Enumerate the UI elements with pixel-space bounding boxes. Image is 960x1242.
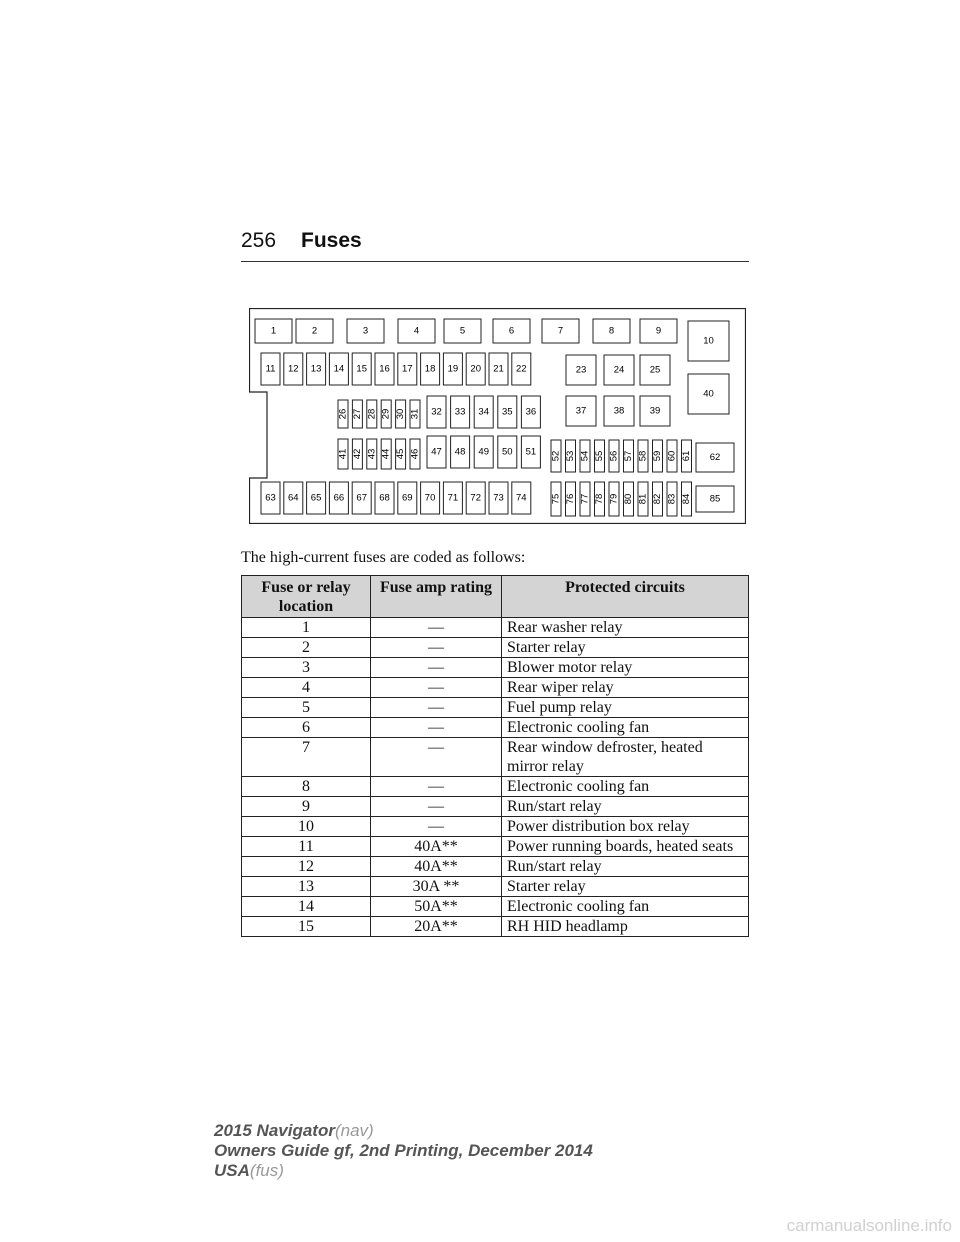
cell-protected-circuits: Run/start relay xyxy=(502,797,749,817)
fuse-slot xyxy=(284,353,303,385)
fuse-slot xyxy=(640,355,670,385)
fuse-label: 80 xyxy=(623,493,634,505)
fuse-label: 76 xyxy=(565,493,576,505)
fuse-label: 28 xyxy=(366,408,378,420)
fuse-slot xyxy=(493,319,530,343)
fuse-slot xyxy=(352,353,371,385)
table-row xyxy=(242,638,749,658)
cell-location: 10 xyxy=(242,817,371,837)
fuse-label: 21 xyxy=(493,363,504,375)
fuse-slot xyxy=(604,396,634,426)
table-header-row xyxy=(242,576,749,618)
cell-location: 12 xyxy=(242,857,371,877)
fuse-slot xyxy=(427,436,446,468)
document-footer xyxy=(214,1121,593,1181)
cell-protected-circuits: Blower motor relay xyxy=(502,658,749,678)
fuse-slot xyxy=(466,482,485,514)
cell-protected-circuits: RH HID headlamp xyxy=(502,917,749,937)
fuse-label: 84 xyxy=(681,493,692,505)
fuse-slot xyxy=(638,440,649,472)
cell-amp-rating: — xyxy=(371,817,502,837)
fuse-label: 60 xyxy=(666,450,678,462)
cell-protected-circuits: Starter relay xyxy=(502,638,749,658)
cell-amp-rating: — xyxy=(371,718,502,738)
fuse-label: 7 xyxy=(557,325,564,337)
fuse-label: 79 xyxy=(608,493,620,505)
column-header-protected-circuits: Protected circuits xyxy=(502,576,749,618)
fuse-table xyxy=(241,575,749,937)
fuse-label: 67 xyxy=(356,492,367,504)
watermark: carmanualsonline.info xyxy=(786,1216,952,1235)
table-row xyxy=(242,877,749,897)
table-row xyxy=(242,698,749,718)
fuse-slot xyxy=(398,319,435,343)
fuse-label: 69 xyxy=(402,492,413,504)
section-title: Fuses xyxy=(301,229,362,252)
fuse-label: 11 xyxy=(265,363,276,375)
fuse-label: 38 xyxy=(613,405,625,417)
fuse-label: 53 xyxy=(565,450,576,462)
fuse-slot xyxy=(395,439,406,469)
fuse-slot xyxy=(375,353,394,385)
fuse-slot xyxy=(381,400,392,428)
fuse-slot xyxy=(566,355,596,385)
fuse-slot xyxy=(307,482,326,514)
cell-amp-rating: — xyxy=(371,698,502,718)
fuse-slot xyxy=(451,436,470,468)
fuse-label: 50 xyxy=(502,446,513,458)
fuse-label: 10 xyxy=(703,335,714,347)
fuse-label: 12 xyxy=(288,363,299,375)
fuse-slot xyxy=(421,353,440,385)
fuse-label: 27 xyxy=(351,408,363,420)
table-row xyxy=(242,837,749,857)
fuse-label: 17 xyxy=(402,363,413,375)
cell-location: 4 xyxy=(242,678,371,698)
fuse-slot xyxy=(284,482,303,514)
cell-amp-rating: — xyxy=(371,638,502,658)
fuse-slot xyxy=(551,440,562,472)
cell-location: 11 xyxy=(242,837,371,857)
fuse-slot xyxy=(474,396,493,428)
cell-protected-circuits: Rear window defroster, heated mirror relay xyxy=(502,738,749,777)
fuse-label: 44 xyxy=(380,448,392,460)
footer-edition: Owners Guide gf, 2nd Printing, December 2014 xyxy=(214,1141,593,1160)
fuse-label: 73 xyxy=(493,492,504,504)
cell-location: 7 xyxy=(242,738,371,777)
fuse-box-diagram xyxy=(249,308,746,524)
fuse-slot xyxy=(593,319,630,343)
fuse-label: 31 xyxy=(409,408,421,420)
cell-protected-circuits: Starter relay xyxy=(502,877,749,897)
table-row xyxy=(242,917,749,937)
fuse-label: 39 xyxy=(649,405,661,417)
fuse-slot xyxy=(696,486,734,512)
cell-amp-rating: — xyxy=(371,618,502,638)
fuse-label: 54 xyxy=(579,450,591,462)
cell-location: 9 xyxy=(242,797,371,817)
fuse-label: 62 xyxy=(709,452,721,463)
fuse-slot xyxy=(338,439,349,469)
fuse-label: 9 xyxy=(655,325,662,337)
fuse-slot xyxy=(551,482,562,516)
table-row xyxy=(242,897,749,917)
fuse-label: 20 xyxy=(470,363,481,375)
fuse-slot xyxy=(451,396,470,428)
cell-location: 8 xyxy=(242,777,371,797)
page-header xyxy=(241,229,749,262)
cell-protected-circuits: Power running boards, heated seats xyxy=(502,837,749,857)
fuse-slot xyxy=(444,319,481,343)
fuse-label: 64 xyxy=(288,492,299,504)
cell-location: 5 xyxy=(242,698,371,718)
fuse-label: 3 xyxy=(362,325,369,337)
fuse-label: 75 xyxy=(550,493,562,505)
fuse-label: 71 xyxy=(447,492,459,504)
page-number: 256 xyxy=(241,229,277,252)
cell-amp-rating: 30A ** xyxy=(371,877,502,897)
fuse-slot xyxy=(261,353,280,385)
cell-amp-rating: 40A** xyxy=(371,857,502,877)
cell-amp-rating: — xyxy=(371,797,502,817)
fuse-slot xyxy=(640,319,677,343)
fuse-slot xyxy=(498,396,517,428)
table-row xyxy=(242,797,749,817)
fuse-slot xyxy=(474,436,493,468)
fuse-label: 1 xyxy=(270,325,277,337)
cell-protected-circuits: Run/start relay xyxy=(502,857,749,877)
footer-model-code: (nav) xyxy=(334,1121,374,1140)
table-row xyxy=(242,738,749,777)
fuse-slot xyxy=(329,353,348,385)
table-row xyxy=(242,618,749,638)
cell-amp-rating: — xyxy=(371,658,502,678)
cell-protected-circuits: Electronic cooling fan xyxy=(502,777,749,797)
cell-location: 14 xyxy=(242,897,371,917)
cell-location: 1 xyxy=(242,618,371,638)
fuse-slot xyxy=(594,440,605,472)
fuse-label: 16 xyxy=(379,363,390,375)
fuse-label: 83 xyxy=(666,493,678,505)
fuse-slot xyxy=(566,396,596,426)
fuse-slot xyxy=(604,355,634,385)
cell-amp-rating: 50A** xyxy=(371,897,502,917)
fuse-slot xyxy=(623,482,634,516)
fuse-label: 77 xyxy=(579,493,591,505)
fuse-slot xyxy=(443,353,462,385)
fuse-label: 41 xyxy=(337,448,349,460)
fuse-slot xyxy=(512,353,531,385)
fuse-label: 25 xyxy=(649,364,661,376)
fuse-slot xyxy=(381,439,392,469)
fuse-slot xyxy=(580,482,591,516)
cell-location: 13 xyxy=(242,877,371,897)
fuse-slot xyxy=(667,482,678,516)
fuse-label: 46 xyxy=(409,448,421,460)
fuse-label: 26 xyxy=(337,408,349,420)
cell-protected-circuits: Electronic cooling fan xyxy=(502,718,749,738)
cell-location: 15 xyxy=(242,917,371,937)
fuse-label: 66 xyxy=(333,492,345,504)
fuse-label: 5 xyxy=(459,325,466,337)
fuse-label: 23 xyxy=(575,364,587,376)
fuse-label: 37 xyxy=(575,405,587,417)
table-row xyxy=(242,718,749,738)
fuse-label: 33 xyxy=(454,406,466,418)
fuse-slot xyxy=(347,319,384,343)
fuse-slot xyxy=(609,440,620,472)
fuse-slot xyxy=(352,439,363,469)
fuse-label: 18 xyxy=(424,363,436,375)
table-row xyxy=(242,777,749,797)
fuse-slot xyxy=(352,482,371,514)
fuse-slot xyxy=(307,353,326,385)
fuse-slot xyxy=(366,400,377,428)
fuse-slot xyxy=(638,482,649,516)
footer-model: 2015 Navigator xyxy=(214,1121,335,1140)
fuse-label: 56 xyxy=(608,450,620,462)
cell-protected-circuits: Rear wiper relay xyxy=(502,678,749,698)
fuse-label: 6 xyxy=(508,325,515,337)
fuse-slot xyxy=(667,440,678,472)
fuse-label: 72 xyxy=(470,492,481,504)
fuse-label: 61 xyxy=(681,450,692,462)
fuse-slot xyxy=(565,440,576,472)
fuse-slot xyxy=(443,482,462,514)
fuse-label: 32 xyxy=(431,406,442,418)
fuse-label: 57 xyxy=(623,450,634,462)
fuse-slot xyxy=(329,482,348,514)
fuse-slot xyxy=(366,439,377,469)
fuse-slot xyxy=(375,482,394,514)
cell-protected-circuits: Fuel pump relay xyxy=(502,698,749,718)
fuse-label: 45 xyxy=(395,448,407,460)
fuse-label: 24 xyxy=(613,364,625,376)
fuse-slot xyxy=(580,440,591,472)
fuse-slot xyxy=(466,353,485,385)
column-header-location: Fuse or relay location xyxy=(242,576,371,618)
cell-amp-rating: — xyxy=(371,777,502,797)
fuse-label: 82 xyxy=(652,493,663,505)
fuse-slot xyxy=(688,321,729,361)
fuse-label: 4 xyxy=(413,325,420,337)
fuse-label: 30 xyxy=(395,408,407,420)
fuse-slot xyxy=(652,482,663,516)
fuse-label: 52 xyxy=(550,450,562,462)
fuse-label: 70 xyxy=(424,492,436,504)
cell-location: 2 xyxy=(242,638,371,658)
footer-market: USA xyxy=(214,1161,250,1180)
fuse-slot xyxy=(421,482,440,514)
fuse-label: 15 xyxy=(356,363,367,375)
fuse-label: 74 xyxy=(516,492,527,504)
fuse-label: 58 xyxy=(637,450,649,462)
fuse-label: 22 xyxy=(516,363,527,375)
fuse-label: 2 xyxy=(311,325,318,337)
footer-market-code: (fus) xyxy=(249,1161,284,1180)
fuse-label: 43 xyxy=(366,448,378,460)
fuse-slot xyxy=(565,482,576,516)
table-row xyxy=(242,658,749,678)
fuse-slot xyxy=(255,319,292,343)
fuse-slot xyxy=(489,482,508,514)
fuse-label: 78 xyxy=(594,493,605,505)
fuse-label: 36 xyxy=(525,406,537,418)
fuse-label: 29 xyxy=(380,408,392,420)
fuse-slot xyxy=(261,482,280,514)
cell-protected-circuits: Electronic cooling fan xyxy=(502,897,749,917)
fuse-slot xyxy=(410,400,421,428)
fuse-slot xyxy=(395,400,406,428)
table-row xyxy=(242,817,749,837)
fuse-slot xyxy=(594,482,605,516)
fuse-slot xyxy=(498,436,517,468)
fuse-label: 51 xyxy=(525,446,537,458)
fuse-slot xyxy=(296,319,333,343)
fuse-label: 48 xyxy=(454,446,466,458)
cell-amp-rating: — xyxy=(371,738,502,777)
fuse-label: 68 xyxy=(379,492,390,504)
fuse-label: 59 xyxy=(652,450,663,462)
cell-location: 3 xyxy=(242,658,371,678)
fuse-slot xyxy=(521,396,540,428)
fuse-label: 14 xyxy=(333,363,345,375)
fuse-label: 42 xyxy=(351,448,363,460)
fuse-label: 35 xyxy=(502,406,513,418)
fuse-label: 49 xyxy=(478,446,489,458)
fuse-label: 13 xyxy=(310,363,322,375)
fuse-slot xyxy=(681,440,692,472)
fuse-slot xyxy=(427,396,446,428)
fuse-slot xyxy=(521,436,540,468)
fuse-label: 65 xyxy=(310,492,322,504)
fuse-slot xyxy=(489,353,508,385)
fuse-slot xyxy=(398,353,417,385)
table-row xyxy=(242,678,749,698)
column-header-amp-rating: Fuse amp rating xyxy=(371,576,502,618)
fuse-label: 34 xyxy=(478,406,489,418)
fuse-slot xyxy=(512,482,531,514)
fuse-slot xyxy=(398,482,417,514)
cell-location: 6 xyxy=(242,718,371,738)
cell-protected-circuits: Rear washer relay xyxy=(502,618,749,638)
cell-amp-rating: — xyxy=(371,678,502,698)
fuse-label: 19 xyxy=(447,363,459,375)
fuse-label: 40 xyxy=(703,388,714,400)
fuse-label: 81 xyxy=(637,493,649,505)
cell-amp-rating: 20A** xyxy=(371,917,502,937)
fuse-slot xyxy=(352,400,363,428)
fuse-label: 47 xyxy=(431,446,442,458)
fuse-slot xyxy=(696,443,734,472)
fuse-slot xyxy=(652,440,663,472)
fuse-label: 63 xyxy=(265,492,276,504)
fuse-label: 55 xyxy=(594,450,605,462)
cell-amp-rating: 40A** xyxy=(371,837,502,857)
fuse-slot xyxy=(623,440,634,472)
fuse-slot xyxy=(681,482,692,516)
fuse-slot xyxy=(609,482,620,516)
intro-text: The high-current fuses are coded as follows: xyxy=(241,549,526,566)
fuse-label: 8 xyxy=(608,325,615,337)
fuse-label: 85 xyxy=(709,493,721,505)
fuse-slot xyxy=(410,439,421,469)
cell-protected-circuits: Power distribution box relay xyxy=(502,817,749,837)
fuse-slot xyxy=(640,396,670,426)
fuse-slot xyxy=(542,319,579,343)
fuse-slot xyxy=(338,400,349,428)
table-row xyxy=(242,857,749,877)
fuse-slot xyxy=(688,374,729,414)
